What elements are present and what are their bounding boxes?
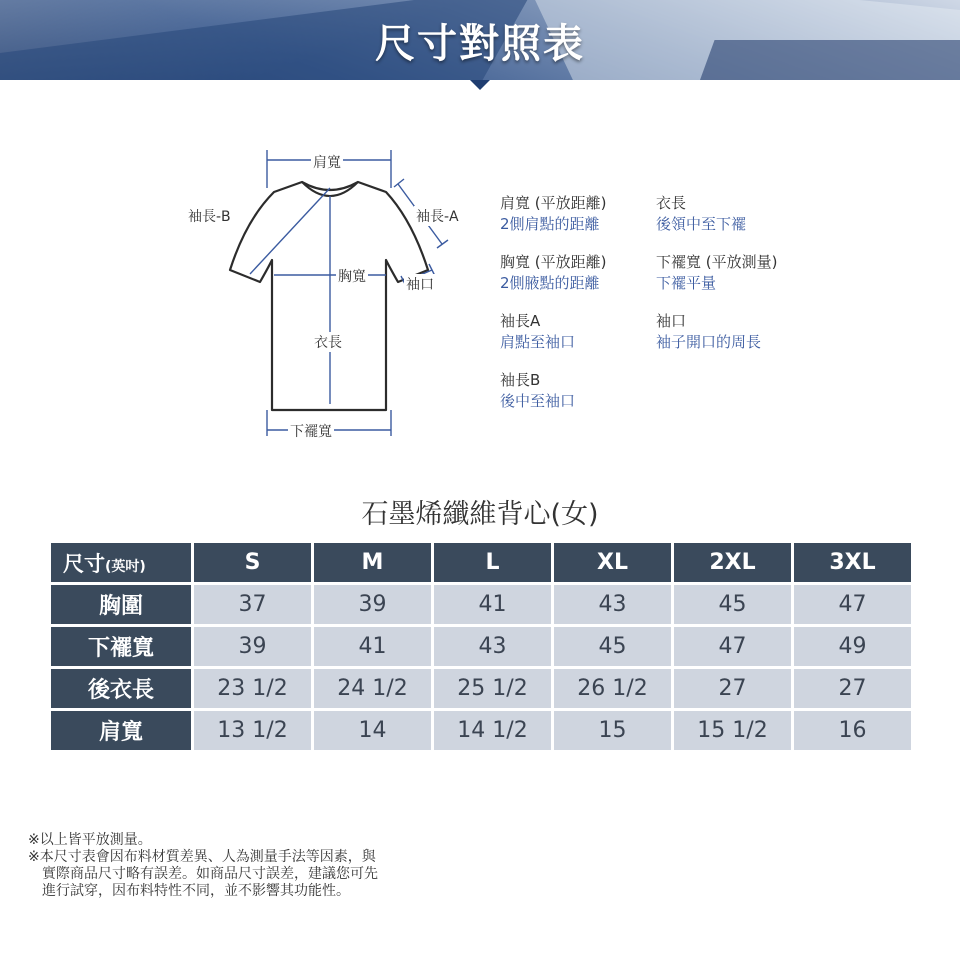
definition-term: 胸寬 (平放距離)	[500, 253, 607, 271]
table-cell: 15 1/2	[674, 711, 791, 750]
table-cell: 39	[194, 627, 311, 666]
definition-term: 衣長	[656, 194, 687, 212]
definition-item	[500, 252, 656, 294]
definition-desc: 後領中至下襬	[656, 215, 747, 233]
product-title: 石墨烯纖維背心(女)	[361, 499, 599, 530]
measurement-definitions	[500, 193, 820, 412]
tshirt-outline	[180, 140, 480, 450]
table-cell: 47	[794, 585, 911, 624]
size-header: 2XL	[674, 543, 791, 582]
table-row	[51, 585, 911, 624]
table-cell: 37	[194, 585, 311, 624]
definition-item	[656, 311, 816, 353]
table-cell: 13 1/2	[194, 711, 311, 750]
definition-item	[500, 311, 656, 353]
label-hem: 下襬寬	[288, 421, 334, 441]
table-cell: 14 1/2	[434, 711, 551, 750]
definition-desc: 下襬平量	[656, 274, 717, 292]
size-header: XL	[554, 543, 671, 582]
table-cell: 45	[674, 585, 791, 624]
definition-item	[500, 193, 656, 235]
definition-desc: 肩點至袖口	[500, 333, 576, 351]
definition-desc: 2側腋點的距離	[500, 274, 600, 292]
table-row	[51, 711, 911, 750]
notes	[28, 832, 488, 900]
page-title: 尺寸對照表	[375, 20, 585, 67]
table-cell: 41	[434, 585, 551, 624]
table-cell: 39	[314, 585, 431, 624]
table-row	[51, 627, 911, 666]
row-label: 後衣長	[51, 669, 191, 708]
definition-term: 袖口	[656, 312, 687, 330]
note-line: 實際商品尺寸略有誤差。如商品尺寸誤差，建議您可先	[42, 866, 378, 882]
header-banner	[0, 0, 960, 80]
table-cell: 15	[554, 711, 671, 750]
size-table	[48, 540, 914, 753]
definition-term: 袖長B	[500, 371, 541, 389]
size-header: S	[194, 543, 311, 582]
definition-term: 下襬寬 (平放測量)	[656, 253, 778, 271]
table-cell: 49	[794, 627, 911, 666]
label-shoulder: 肩寬	[311, 152, 343, 172]
corner-label: 尺寸	[63, 551, 105, 576]
note-line: ※本尺寸表會因布料材質差異、人為測量手法等因素，與	[28, 849, 376, 865]
definition-desc: 後中至袖口	[500, 392, 576, 410]
table-cell: 45	[554, 627, 671, 666]
definition-term: 袖長A	[500, 312, 541, 330]
table-corner-cell	[51, 543, 191, 582]
definition-item	[500, 370, 656, 412]
table-row	[51, 669, 911, 708]
row-label: 下襬寬	[51, 627, 191, 666]
table-cell: 26 1/2	[554, 669, 671, 708]
label-chest: 胸寬	[336, 266, 368, 286]
banner-notch	[470, 80, 490, 90]
definition-desc: 袖子開口的周長	[656, 333, 762, 351]
label-sleeve-b: 袖長-B	[186, 206, 233, 226]
table-header-row	[51, 543, 911, 582]
definition-desc: 2側肩點的距離	[500, 215, 600, 233]
label-sleeve-a: 袖長-A	[414, 206, 461, 226]
size-header: 3XL	[794, 543, 911, 582]
table-cell: 23 1/2	[194, 669, 311, 708]
definition-item	[656, 252, 816, 294]
note-line: ※以上皆平放測量。	[28, 832, 152, 848]
label-length: 衣長	[312, 332, 344, 352]
table-cell: 43	[434, 627, 551, 666]
row-label: 肩寬	[51, 711, 191, 750]
table-cell: 27	[674, 669, 791, 708]
table-cell: 41	[314, 627, 431, 666]
table-cell: 47	[674, 627, 791, 666]
tshirt-diagram	[180, 140, 480, 450]
definition-item	[656, 193, 816, 235]
definition-term: 肩寬 (平放距離)	[500, 194, 607, 212]
table-cell: 27	[794, 669, 911, 708]
row-label: 胸圍	[51, 585, 191, 624]
size-header: L	[434, 543, 551, 582]
unit-label: (英吋)	[105, 558, 146, 575]
table-cell: 43	[554, 585, 671, 624]
table-cell: 24 1/2	[314, 669, 431, 708]
note-line: 進行試穿，因布料特性不同，並不影響其功能性。	[42, 883, 350, 899]
size-header: M	[314, 543, 431, 582]
table-cell: 25 1/2	[434, 669, 551, 708]
table-cell: 16	[794, 711, 911, 750]
table-cell: 14	[314, 711, 431, 750]
label-cuff: 袖口	[404, 274, 436, 294]
